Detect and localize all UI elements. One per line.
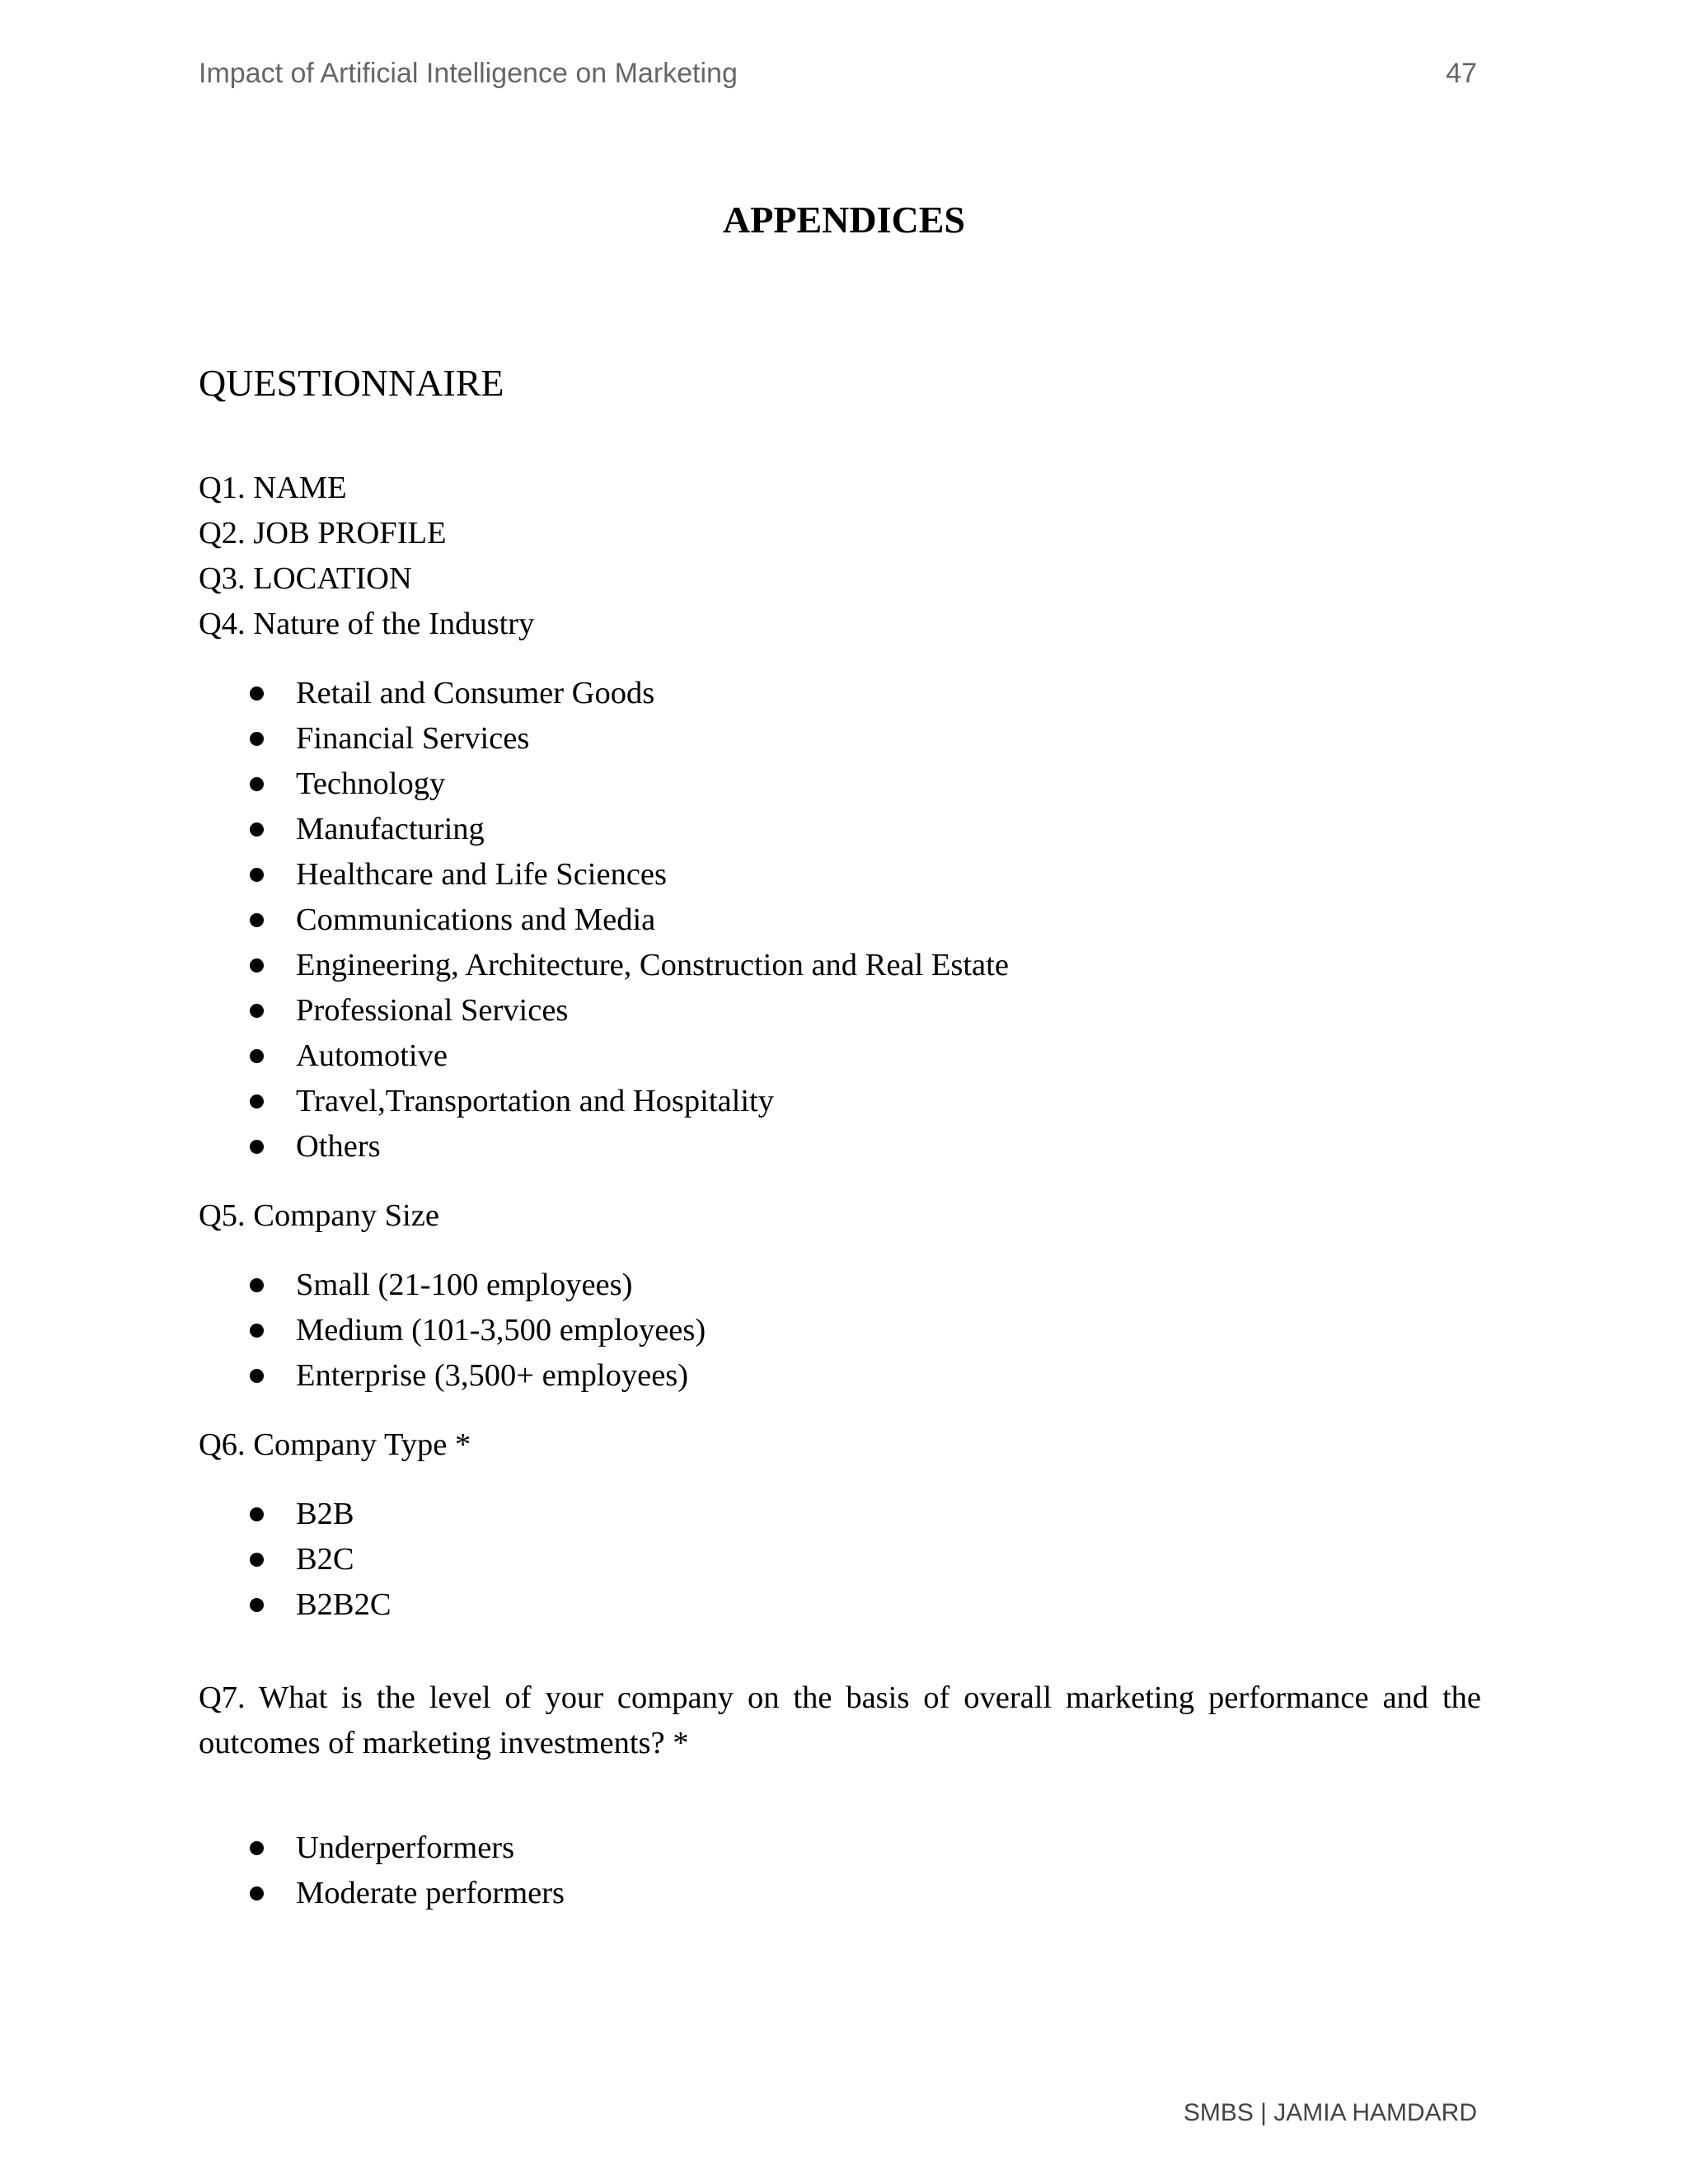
question-1: Q1. NAME — [199, 471, 347, 505]
bullet-icon — [250, 1094, 264, 1108]
page-title: APPENDICES — [723, 199, 965, 241]
company-size-options-list — [199, 1263, 1481, 1399]
option-label: Underperformers — [296, 1830, 515, 1865]
option-label: Financial Services — [296, 721, 530, 756]
list-item — [199, 1582, 1481, 1628]
option-label: B2B — [296, 1497, 354, 1531]
list-item — [199, 1871, 1481, 1916]
option-label: Medium (101-3,500 employees) — [296, 1313, 706, 1347]
bullet-icon — [250, 1140, 264, 1154]
question-4: Q4. Nature of the Industry — [199, 607, 535, 641]
bullet-icon — [250, 958, 264, 972]
list-item — [199, 1124, 1481, 1169]
bullet-icon — [250, 1004, 264, 1018]
bullet-icon — [250, 777, 264, 791]
list-item — [199, 716, 1481, 762]
bullet-icon — [250, 1598, 264, 1612]
bullet-icon — [250, 1553, 264, 1567]
bullet-icon — [250, 1886, 264, 1900]
option-label: Manufacturing — [296, 812, 485, 846]
bullet-icon — [250, 687, 264, 701]
list-item — [199, 762, 1481, 807]
list-item — [199, 671, 1481, 716]
bullet-icon — [250, 732, 264, 746]
bullet-icon — [250, 1507, 264, 1521]
list-item — [199, 852, 1481, 898]
option-label: Small (21-100 employees) — [296, 1268, 633, 1302]
option-label: Enterprise (3,500+ employees) — [296, 1358, 689, 1393]
questionnaire — [199, 466, 1481, 1940]
list-item — [199, 943, 1481, 988]
option-label: Communications and Media — [296, 902, 656, 937]
bullet-icon — [250, 1369, 264, 1383]
bullet-icon — [250, 868, 264, 882]
option-label: Automotive — [296, 1038, 448, 1073]
list-item — [199, 1825, 1481, 1871]
section-title: QUESTIONNAIRE — [199, 362, 504, 404]
company-type-options-list — [199, 1492, 1481, 1628]
list-item — [199, 1537, 1481, 1582]
list-item — [199, 1079, 1481, 1124]
list-item — [199, 1263, 1481, 1308]
option-label: Healthcare and Life Sciences — [296, 857, 667, 892]
bullet-icon — [250, 823, 264, 837]
list-item — [199, 1033, 1481, 1079]
list-item — [199, 1353, 1481, 1399]
option-label: Moderate performers — [296, 1876, 565, 1910]
question-3: Q3. LOCATION — [199, 561, 412, 596]
question-6: Q6. Company Type * — [199, 1427, 471, 1462]
option-label: B2C — [296, 1542, 354, 1577]
header-title: Impact of Artificial Intelligence on Marketing — [199, 58, 738, 89]
list-item — [199, 1492, 1481, 1537]
option-label: B2B2C — [296, 1587, 392, 1622]
bullet-icon — [250, 1049, 264, 1063]
performance-options-list — [199, 1825, 1481, 1916]
bullet-icon — [250, 1324, 264, 1338]
industry-options-list — [199, 671, 1481, 1169]
option-label: Engineering, Architecture, Construction and Real Estate — [296, 948, 1009, 982]
list-item — [199, 1308, 1481, 1353]
question-7: Q7. What is the level of your company on the basis of overall marketing performance and the outcomes of marketing investments? * — [199, 1680, 1481, 1760]
option-label: Travel,Transportation and Hospitality — [296, 1084, 774, 1118]
option-label: Professional Services — [296, 993, 569, 1028]
option-label: Retail and Consumer Goods — [296, 676, 655, 710]
list-item — [199, 807, 1481, 852]
page-header — [199, 58, 1477, 99]
list-item — [199, 898, 1481, 943]
list-item — [199, 988, 1481, 1033]
option-label: Technology — [296, 766, 446, 801]
bullet-icon — [250, 913, 264, 927]
option-label: Others — [296, 1129, 381, 1164]
bullet-icon — [250, 1841, 264, 1855]
page-number: 47 — [1446, 58, 1477, 89]
question-2: Q2. JOB PROFILE — [199, 516, 447, 551]
page-footer: SMBS | JAMIA HAMDARD — [1183, 2099, 1477, 2126]
question-5: Q5. Company Size — [199, 1198, 439, 1233]
bullet-icon — [250, 1278, 264, 1292]
